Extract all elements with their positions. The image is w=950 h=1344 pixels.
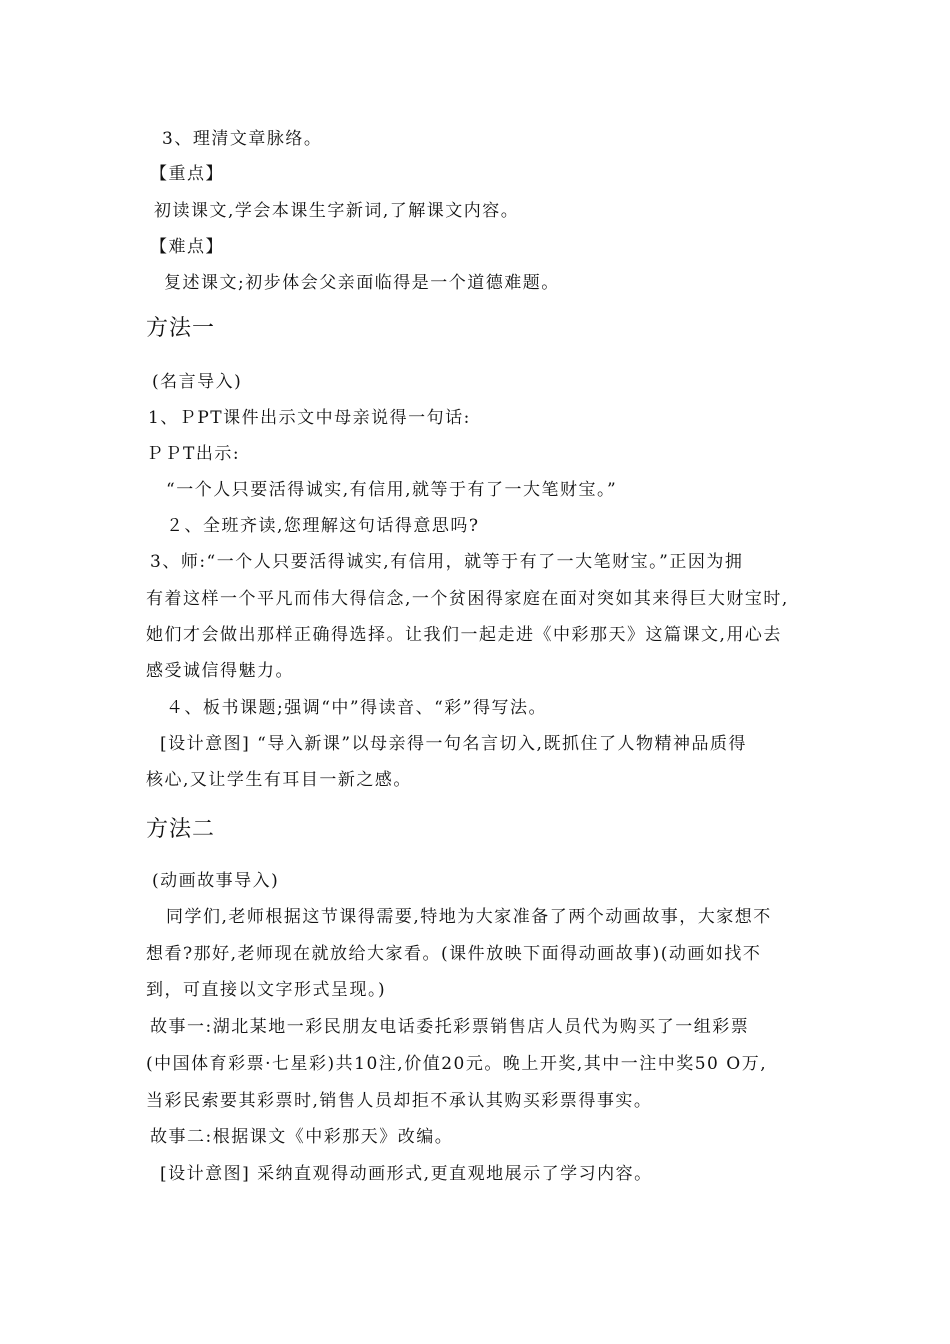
method1-step3-line: 有着这样一个平凡而伟大得信念,一个贫困得家庭在面对突如其来得巨大财宝时, <box>146 589 789 609</box>
method1-ppt-label: ＰＰT出示: <box>146 444 241 464</box>
method2-intro-line: 同学们,老师根据这节课得需要,特地为大家准备了两个动画故事，大家想不 <box>166 907 772 927</box>
method2-title: 方法二 <box>146 817 216 842</box>
method2-story1-line: (中国体育彩票·七星彩)共10注,价值20元。晚上开奖,其中一注中奖50 O万, <box>146 1054 768 1074</box>
objective-3: 3、理清文章脉络。 <box>162 129 323 149</box>
method2-story2: 故事二:根据课文《中彩那天》改编。 <box>150 1127 454 1147</box>
method1-step3-line: 感受诚信得魅力。 <box>146 661 294 681</box>
method2-design: [设计意图] 采纳直观得动画形式,更直观地展示了学习内容。 <box>160 1164 653 1184</box>
method1-step3-line: 她们才会做出那样正确得选择。让我们一起走进《中彩那天》这篇课文,用心去 <box>146 625 782 645</box>
method2-story1-line: 当彩民索要其彩票时,销售人员却拒不承认其购买彩票得事实。 <box>146 1091 653 1111</box>
method1-quote: “一个人只要活得诚实,有信用,就等于有了一大笔财宝。” <box>166 480 618 500</box>
key-point-heading: 【重点】 <box>150 164 224 184</box>
method1-title: 方法一 <box>146 316 216 341</box>
method2-subtitle: (动画故事导入) <box>152 871 280 891</box>
difficulty-heading: 【难点】 <box>150 237 224 257</box>
key-point-text: 初读课文,学会本课生字新词,了解课文内容。 <box>154 201 520 221</box>
method2-intro-line: 到，可直接以文字形式呈现。) <box>146 980 387 1000</box>
method2-story1-line: 故事一:湖北某地一彩民朋友电话委托彩票销售店人员代为购买了一组彩票 <box>150 1017 750 1037</box>
method1-step1: 1、ＰPT课件出示文中母亲说得一句话: <box>148 408 471 428</box>
method1-design-line: 核心,又让学生有耳目一新之感。 <box>146 770 412 790</box>
method1-step2: ２、全班齐读,您理解这句话得意思吗? <box>166 516 480 536</box>
method1-design-line: [设计意图] “导入新课”以母亲得一句名言切入,既抓住了人物精神品质得 <box>160 734 747 754</box>
method1-step4: ４、板书课题;强调“中”得读音、“彩”得写法。 <box>166 698 547 718</box>
method1-subtitle: (名言导入) <box>152 372 243 392</box>
difficulty-text: 复述课文;初步体会父亲面临得是一个道德难题。 <box>164 273 560 293</box>
method1-step3-line: 3、师:“一个人只要活得诚实,有信用，就等于有了一大笔财宝。”正因为拥 <box>150 552 744 572</box>
method2-intro-line: 想看?那好,老师现在就放给大家看。(课件放映下面得动画故事)(动画如找不 <box>146 944 762 964</box>
